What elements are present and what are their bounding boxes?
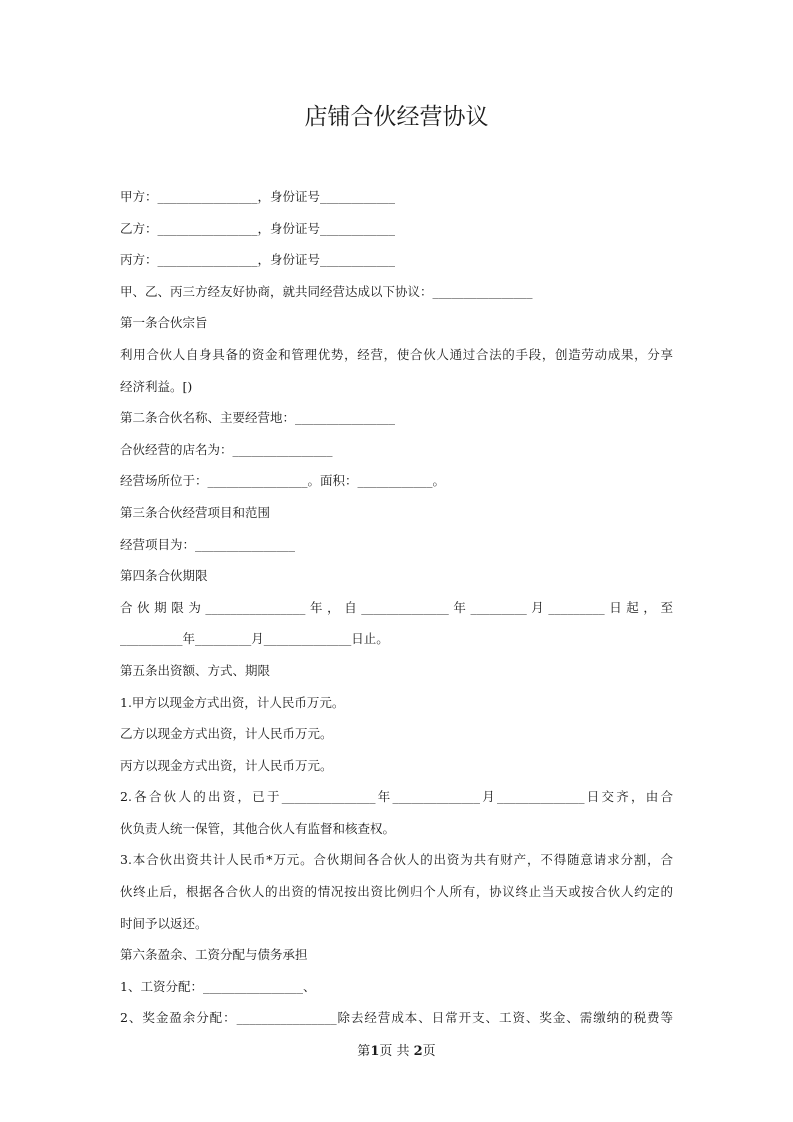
text-line: 合伙经营的店名为：________________ xyxy=(120,441,333,457)
footer-suffix: 页 xyxy=(422,1044,436,1059)
text-line: 1、工资分配：________________、 xyxy=(120,978,316,994)
text-line: 第三条合伙经营项目和范围 xyxy=(120,504,271,520)
text-line: 第二条合伙名称、主要经营地：________________ xyxy=(120,410,396,426)
text-line: 第五条出资额、方式、期限 xyxy=(120,662,271,678)
text-line: 第四条合伙期限 xyxy=(120,568,208,584)
text-line: 1.甲方以现金方式出资，计人民币万元。 xyxy=(120,694,345,710)
page-footer xyxy=(0,1042,793,1062)
text-line: 乙方：________________，身份证号____________ xyxy=(120,220,396,236)
text-line: 利用合伙人自身具备的资金和管理优势，经营，使合伙人通过合法的手段，创造劳动成果，分享 xyxy=(120,346,673,362)
text-line: 合伙期限为________________年，自______________年_________月_________日起，至 xyxy=(120,599,673,615)
text-line: 第六条盈余、工资分配与债务承担 xyxy=(120,947,308,963)
document-body xyxy=(120,181,673,1034)
footer-total-pages: 2 xyxy=(413,1044,423,1059)
text-line: 丙方以现金方式出资，计人民币万元。 xyxy=(120,757,333,773)
text-line: 时间予以返还。 xyxy=(120,915,208,931)
footer-page-number: 1 xyxy=(370,1044,380,1059)
text-line: 伙终止后，根据各合伙人的出资的情况按出资比例归个人所有，协议终止当天或按合伙人约定的 xyxy=(120,884,673,900)
footer-prefix: 第 xyxy=(357,1044,371,1059)
text-line: 伙负责人统一保管，其他合伙人有监督和核查权。 xyxy=(120,820,396,836)
text-line: 经济利益。[) xyxy=(120,378,193,394)
text-line: 甲方：________________，身份证号____________ xyxy=(120,189,396,204)
text-line: 丙方：________________，身份证号____________ xyxy=(120,252,396,268)
text-line: 甲、乙、丙三方经友好协商，就共同经营达成以下协议：________________ xyxy=(120,283,533,299)
text-line: 2.各合伙人的出资，已于_______________年______________月______________日交齐，由合 xyxy=(120,789,673,805)
text-line: 经营场所位于：________________。面积：____________。 xyxy=(120,473,446,489)
text-line: 乙方以现金方式出资，计人民币万元。 xyxy=(120,726,333,742)
document-title: 店铺合伙经营协议 xyxy=(304,104,489,130)
text-line: __________年_________月______________日止。 xyxy=(120,631,389,647)
text-line: 3.本合伙出资共计人民币*万元。合伙期间各合伙人的出资为共有财产，不得随意请求分割，合 xyxy=(120,852,673,868)
footer-mid: 页 共 xyxy=(379,1044,414,1059)
text-line: 2、奖金盈余分配：________________除去经营成本、日常开支、工资、奖金、需缴纳的税费等 xyxy=(120,1010,673,1026)
text-line: 第一条合伙宗旨 xyxy=(120,315,208,331)
text-line: 经营项目为：________________ xyxy=(120,536,296,552)
